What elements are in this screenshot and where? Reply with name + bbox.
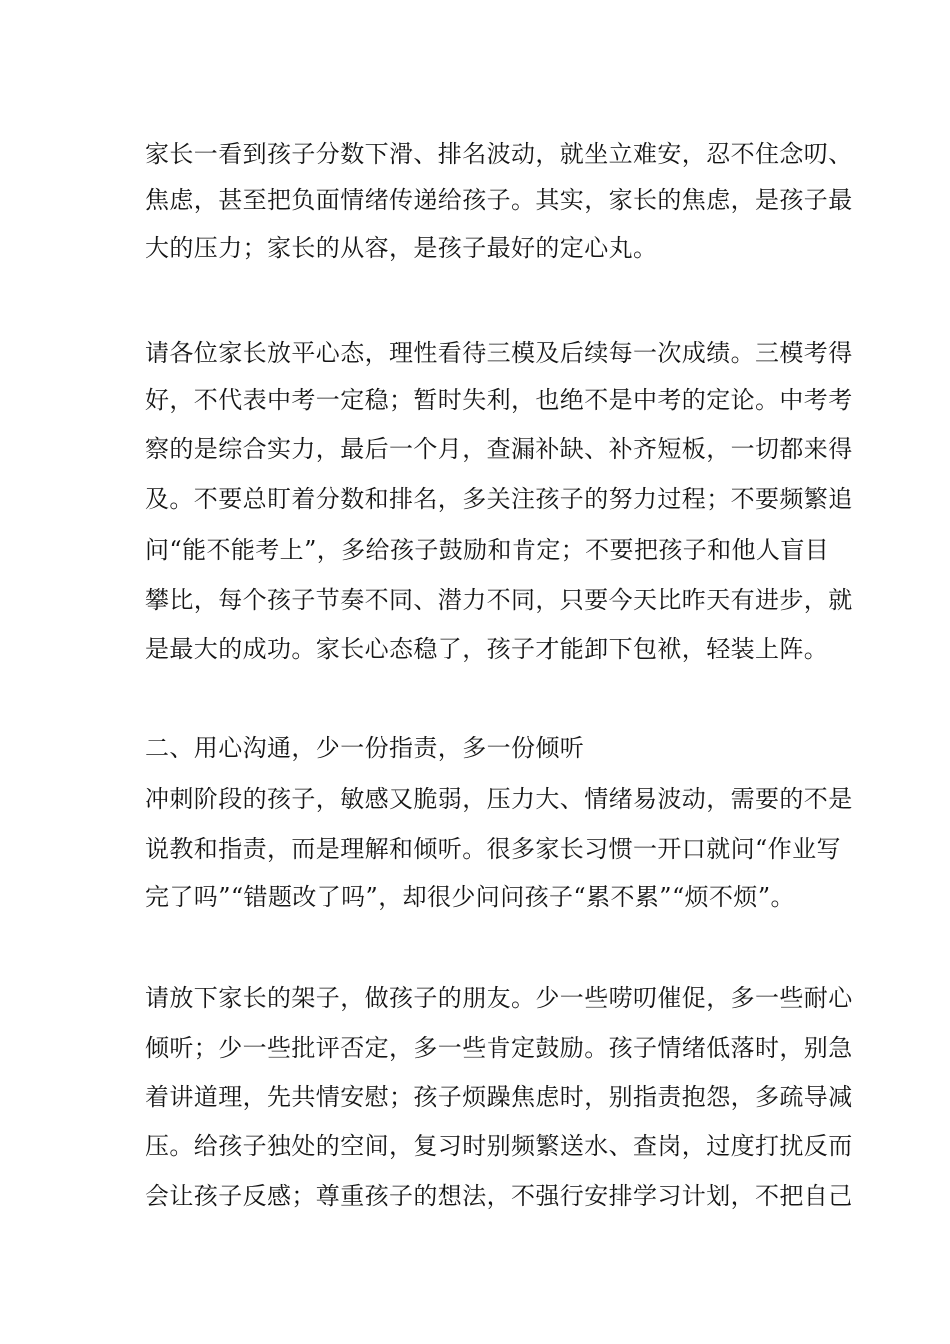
- text-line: 倾听；少一些批评否定，多一些肯定鼓励。孩子情绪低落时，别急: [145, 1034, 853, 1062]
- text-line: 冲刺阶段的孩子，敏感又脆弱，压力大、情绪易波动，需要的不是: [145, 785, 853, 813]
- text-line: 是最大的成功。家长心态稳了，孩子才能卸下包袱，轻装上阵。: [145, 635, 829, 663]
- text-line: 说教和指责，而是理解和倾听。很多家长习惯一开口就问“作业写: [145, 835, 841, 863]
- text-line: 焦虑，甚至把负面情绪传递给孩子。其实，家长的焦虑，是孩子最: [145, 186, 853, 214]
- text-line: 会让孩子反感；尊重孩子的想法，不强行安排学习计划，不把自己: [145, 1182, 853, 1210]
- text-line: 压。给孩子独处的空间，复习时别频繁送水、查岗，过度打扰反而: [145, 1132, 853, 1160]
- text-line: 请放下家长的架子，做孩子的朋友。少一些唠叨催促，多一些耐心: [145, 984, 853, 1012]
- text-line: 攀比，每个孩子节奏不同、潜力不同，只要今天比昨天有进步，就: [145, 586, 853, 614]
- text-line: 完了吗”“错题改了吗”，却很少问问孩子“累不累”“烦不烦”。: [145, 883, 795, 911]
- text-line: 着讲道理，先共情安慰；孩子烦躁焦虑时，别指责抱怨，多疏导减: [145, 1083, 853, 1111]
- text-line: 请各位家长放平心态，理性看待三模及后续每一次成绩。三模考得: [145, 339, 853, 367]
- text-line: 家长一看到孩子分数下滑、排名波动，就坐立难安，忍不住念叨、: [145, 140, 853, 168]
- text-line: 及。不要总盯着分数和排名，多关注孩子的努力过程；不要频繁追: [145, 485, 853, 513]
- text-line: 察的是综合实力，最后一个月，查漏补缺、补齐短板，一切都来得: [145, 435, 853, 463]
- section-heading: 二、用心沟通，少一份指责，多一份倾听: [145, 734, 585, 762]
- text-line: 大的压力；家长的从容，是孩子最好的定心丸。: [145, 234, 658, 262]
- text-line: 好，不代表中考一定稳；暂时失利，也绝不是中考的定论。中考考: [145, 386, 853, 414]
- text-line: 问“能不能考上”，多给孩子鼓励和肯定；不要把孩子和他人盲目: [145, 536, 830, 564]
